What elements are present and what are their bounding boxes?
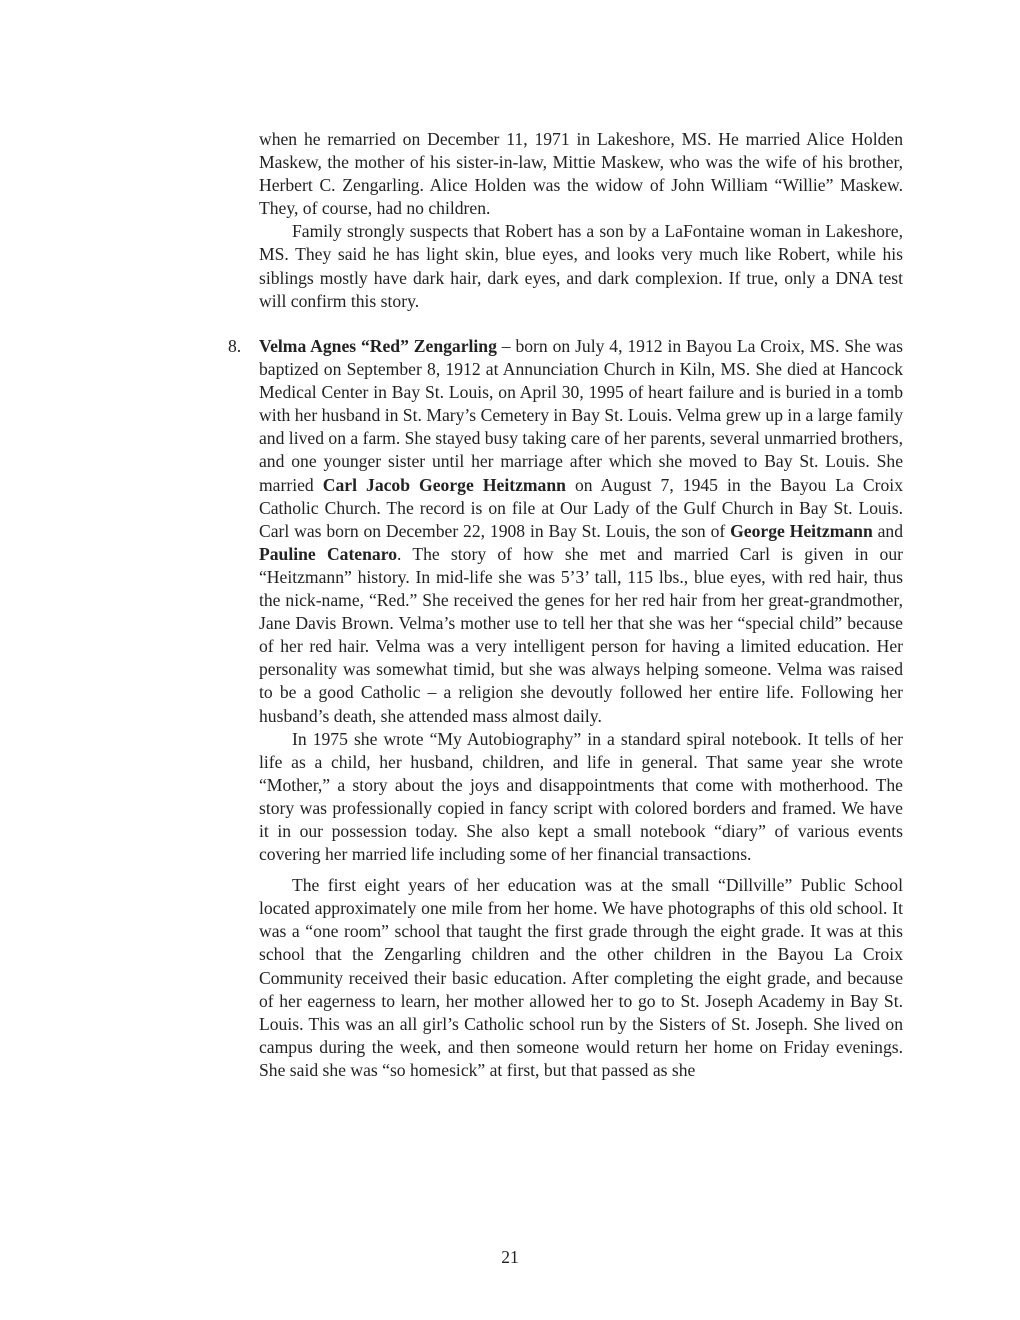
father-name: George Heitzmann xyxy=(730,520,873,541)
person-name: Velma Agnes “Red” Zengarling xyxy=(259,336,497,356)
item8-paragraph-2: In 1975 she wrote “My Autobiography” in a standard spiral notebook. It tells of her life as a child, her husband, children, and life in general. That same year she wrote “Mother,” a story about the joys and disappointments that come with motherhood. The story was professionally copied in fancy script with colored borders and framed. We have it in our possession today. She also kept a small notebook “diary” of various events covering her married life including some of her financial transactions. xyxy=(259,728,903,865)
list-item-8 xyxy=(228,335,904,1082)
list-item-number: 8. xyxy=(228,336,242,356)
intro-paragraph-1: when he remarried on December 11, 1971 in Lakeshore, MS. He married Alice Holden Maskew, the mother of his sister-in-law, Mittie Maskew, who was the wife of his brother, Herbert C. Zengarling. Alice Holden was the widow of John William “Willie” Maskew. They, of course, had no children. xyxy=(259,129,903,219)
item8-paragraph-3: The first eight years of her education was at the small “Dillville” Public School located approximately one mile from her home. We have photographs of this old school. It was a “one room” school that taught the first grade through the eight grade. It was at this school that the Zengarling children and the other children in the Bayou La Croix Community received their basic education. After completing the eight grade, and because of her eagerness to learn, her mother allowed her to go to St. Joseph Academy in Bay St. Louis. This was an all girl’s Catholic school run by the Sisters of St. Joseph. She lived on campus during the week, and then someone would return her home on Friday evenings. She said she was “so homesick” at first, but that passed as she xyxy=(259,875,903,1080)
item8-paragraph-1 xyxy=(259,335,903,728)
page-number: 21 xyxy=(501,1247,519,1267)
item8-text-b: on August 7, 1945 in the Bayou La Croix Catholic Church. The record is on file at Our Lady of the Gulf Church in Bay St. Louis. Carl was born on December 22, 1908 in Bay St. Louis, the son of xyxy=(259,474,903,541)
intro-paragraph-2: Family strongly suspects that Robert has a son by a LaFontaine woman in Lakeshore, MS. They said he has light skin, blue eyes, and looks very much like Robert, while his siblings mostly have dark hair, dark eyes, and dark complexion. If true, only a DNA test will confirm this story. xyxy=(259,221,903,311)
item8-text-a: – born on July 4, 1912 in Bayou La Croix, MS. She was baptized on September 8, 1912 at Annunciation Church in Kiln, MS. She died at Hancock Medical Center in Bay St. Louis, on April 30, 1995 of heart failure and is buried in a tomb with her husband in St. Mary’s Cemetery in Bay St. Louis. Velma grew up in a large family and lived on a farm. She stayed busy taking care of her parents, several unmarried brothers, and one younger sister until her marriage after which she moved to Bay St. Louis. She married xyxy=(259,336,904,495)
intro-section xyxy=(259,128,903,313)
item8-text-c: and xyxy=(872,520,903,541)
mother-name: Pauline Catenaro xyxy=(259,543,397,564)
item8-text-d: . The story of how she met and married Carl is given in our “Heitzmann” history. In mid-life she was 5’3’ tall, 115 lbs., blue eyes, with red hair, thus the nick-name, “Red.” She received the genes for her red hair from her great-grandmother, Jane Davis Brown. Velma’s mother use to tell her that she was her “special child” because of her red hair. Velma was a very intelligent person for having a limited education. Her personality was somewhat timid, but she was always helping someone. Velma was raised to be a good Catholic – a religion she devoutly followed her entire life. Following her husband’s death, she attended mass almost daily. xyxy=(259,543,904,726)
spouse-name: Carl Jacob George Heitzmann xyxy=(322,474,566,495)
